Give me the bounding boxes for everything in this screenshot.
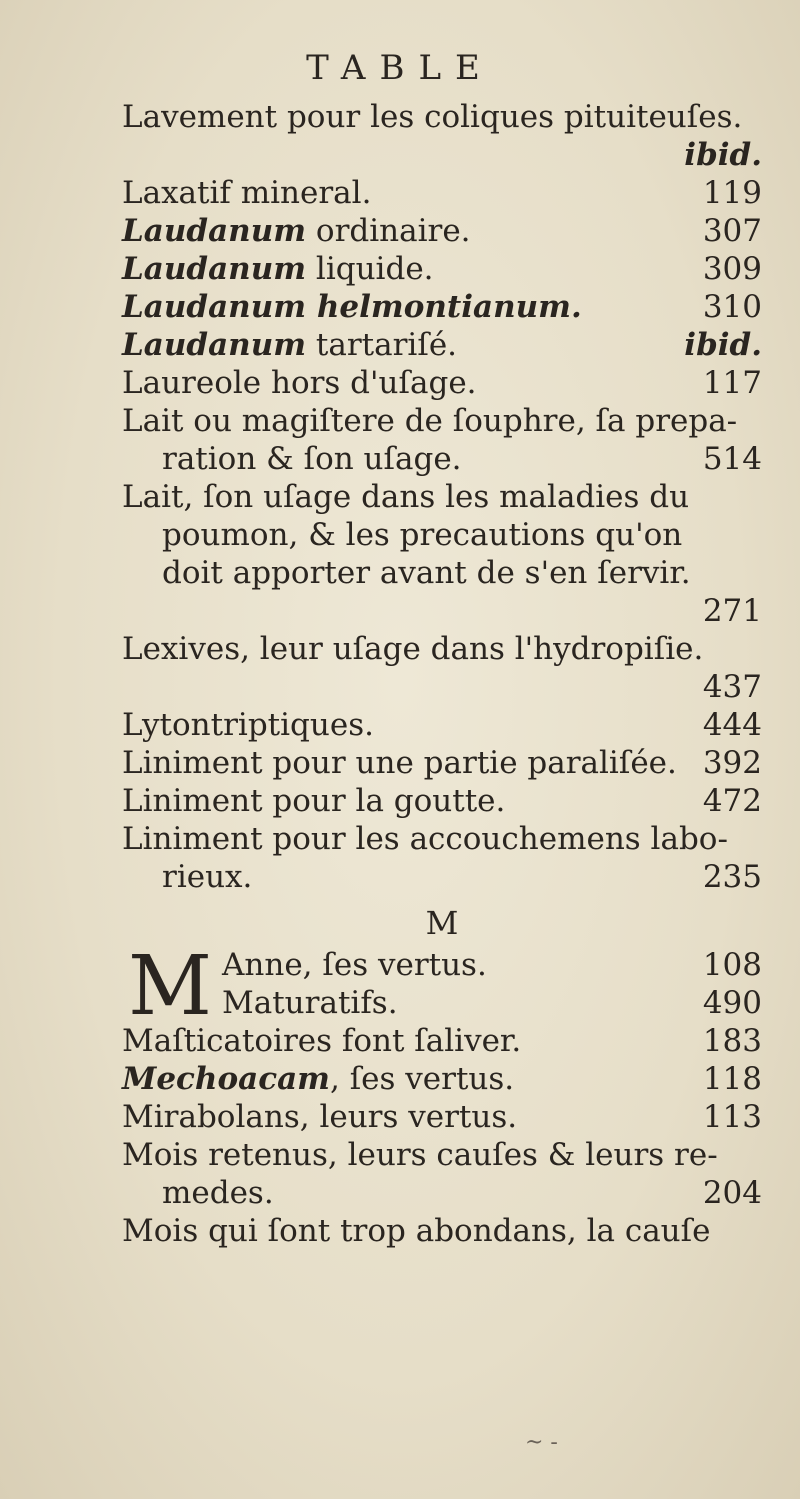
index-entry	[122, 174, 762, 212]
entry-page: 444	[702, 707, 762, 743]
entry-text-continued: medes.	[162, 1175, 274, 1211]
entry-page: 183	[702, 1023, 762, 1059]
entry-italic-text: Mechoacam	[122, 1061, 330, 1097]
entry-page: 118	[702, 1061, 762, 1097]
entry-text: Mois qui ſont trop abondans, la cauſe	[122, 1213, 711, 1249]
entry-text: Anne, ſes vertus.	[222, 947, 487, 983]
entry-text: , ſes vertus.	[329, 1061, 515, 1097]
entry-page: 117	[702, 365, 762, 401]
index-entry	[122, 630, 762, 706]
entry-page: 310	[702, 289, 762, 325]
m-section	[122, 939, 762, 1250]
entry-page: 514	[702, 441, 762, 477]
index-entry	[122, 98, 762, 174]
entry-page: 307	[702, 213, 762, 249]
entry-text-continued: doit apporter avant de s'en ſervir.	[162, 555, 691, 591]
entry-page: 119	[702, 175, 762, 211]
entry-text-continued: poumon, & les precautions qu'on	[162, 517, 683, 553]
entry-italic-text: Laudanum	[122, 327, 307, 363]
page-header: TABLE	[306, 48, 494, 88]
entry-text: Lait, ſon uſage dans les maladies du	[122, 479, 690, 515]
entry-text: Lexives, leur uſage dans l'hydropiſie.	[122, 631, 704, 667]
index-entry	[122, 1022, 762, 1060]
entry-page: 271	[702, 593, 762, 629]
entry-text: tartariſé.	[306, 327, 458, 363]
entry-page: 108	[702, 947, 762, 983]
entry-page: 309	[702, 251, 762, 287]
index-entry	[122, 1098, 762, 1136]
entry-text-continued: ration & ſon uſage.	[162, 441, 462, 477]
index-entry	[122, 744, 762, 782]
entry-text: Lait ou magiſtere de ſouphre, ſa prepa-	[122, 403, 738, 439]
entry-italic-text: Laudanum	[122, 251, 307, 287]
index-entry	[122, 1212, 762, 1250]
entry-text: liquide.	[306, 251, 434, 287]
index-entry	[122, 782, 762, 820]
index-entry	[122, 212, 762, 250]
index-entry	[122, 250, 762, 288]
entry-page: 235	[702, 859, 762, 895]
index-entry	[122, 946, 762, 984]
entry-italic-text: Laudanum	[122, 213, 307, 249]
entry-text: Lytontriptiques.	[122, 707, 374, 743]
entry-text-continued: rieux.	[162, 859, 253, 895]
entry-page: 392	[702, 745, 762, 781]
entry-page: ibid.	[684, 327, 762, 363]
entry-text: Lavement pour les coliques pituiteuſes.	[122, 99, 743, 135]
entry-text: Liniment pour la goutte.	[122, 783, 506, 819]
entry-page: 472	[702, 783, 762, 819]
entry-text: Maturatifs.	[222, 985, 398, 1021]
index-entry	[122, 402, 762, 478]
catchword-mark: ~ -	[525, 1430, 558, 1455]
index-entry	[122, 1060, 762, 1098]
index-entry	[122, 984, 762, 1022]
entry-text: Mois retenus, leurs cauſes & leurs re-	[122, 1137, 718, 1173]
entry-italic-text: Laudanum helmontianum.	[122, 289, 582, 325]
index-entry	[122, 1136, 762, 1212]
entry-page: 437	[702, 669, 762, 705]
index-entry	[122, 364, 762, 402]
index-entry	[122, 706, 762, 744]
entry-text: ordinaire.	[306, 213, 471, 249]
entry-text: Maſticatoires font ſaliver.	[122, 1023, 522, 1059]
entry-text: Liniment pour une partie paraliſée.	[122, 745, 677, 781]
entry-text: Laxatif mineral.	[122, 175, 372, 211]
entry-text: Liniment pour les accouchemens labo-	[122, 821, 728, 857]
drop-cap: M	[128, 939, 212, 1034]
entry-page: 113	[702, 1099, 762, 1135]
entry-text: Mirabolans, leurs vertus.	[122, 1099, 518, 1135]
index-entry	[122, 820, 762, 896]
section-letter: M	[425, 904, 459, 942]
index-entry	[122, 478, 762, 630]
entry-page: 490	[702, 985, 762, 1021]
index-entry	[122, 288, 762, 326]
entry-page: ibid.	[684, 137, 762, 173]
entry-text: Laureole hors d'uſage.	[122, 365, 477, 401]
entry-page: 204	[702, 1175, 762, 1211]
index-entry	[122, 326, 762, 364]
index-entries	[122, 98, 762, 1250]
